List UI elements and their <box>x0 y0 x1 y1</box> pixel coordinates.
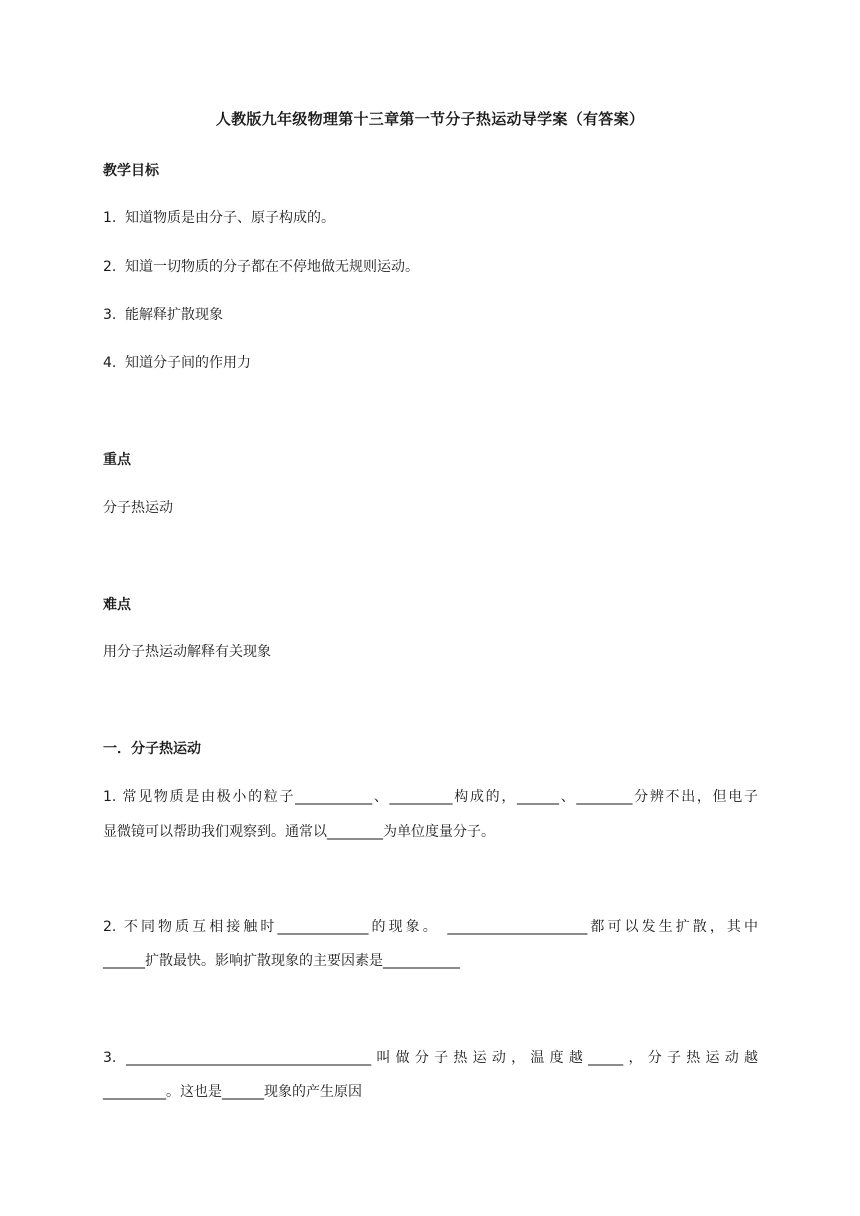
question-1-line-1: 1. 常见物质是由极小的粒子___________、_________构成的，______、________分辨不出，但电子 <box>103 789 758 805</box>
objective-item <box>103 352 251 372</box>
key-point-text: 分子热运动 <box>103 500 173 516</box>
document-title: 人教版九年级物理第十三章第一节分子热运动导学案（有答案） <box>215 110 645 128</box>
objective-item <box>103 304 223 324</box>
objective-item <box>103 256 419 276</box>
question-2-line-1: 2. 不同物质互相接触时_____________的现象。 ____________________都可以发生扩散，其中 <box>103 919 758 935</box>
key-point-heading: 重点 <box>103 452 131 468</box>
question-2-line-2: ______扩散最快。影响扩散现象的主要因素是___________ <box>103 953 460 969</box>
section-heading: 一．分子热运动 <box>103 741 201 757</box>
objective-text: 知道一切物质的分子都在不停地做无规则运动。 <box>125 259 419 275</box>
question-3-line-1: 3. ___________________________________叫做分子热运动，温度越_____，分子热运动越 <box>103 1050 758 1066</box>
objective-text: 知道分子间的作用力 <box>125 355 251 371</box>
objective-number: 4. <box>103 355 117 371</box>
objective-text: 知道物质是由分子、原子构成的。 <box>125 210 335 226</box>
question-3-line-2: _________。这也是______现象的产生原因 <box>103 1084 362 1100</box>
difficulty-heading: 难点 <box>103 597 131 613</box>
difficulty-text: 用分子热运动解释有关现象 <box>103 644 271 660</box>
objective-number: 2. <box>103 259 117 275</box>
objective-item <box>103 207 335 227</box>
objective-text: 能解释扩散现象 <box>125 307 223 323</box>
objectives-heading: 教学目标 <box>103 163 159 179</box>
objective-number: 1. <box>103 210 117 226</box>
objective-number: 3. <box>103 307 117 323</box>
question-1-line-2: 显微镜可以帮助我们观察到。通常以________为单位度量分子。 <box>103 824 495 840</box>
